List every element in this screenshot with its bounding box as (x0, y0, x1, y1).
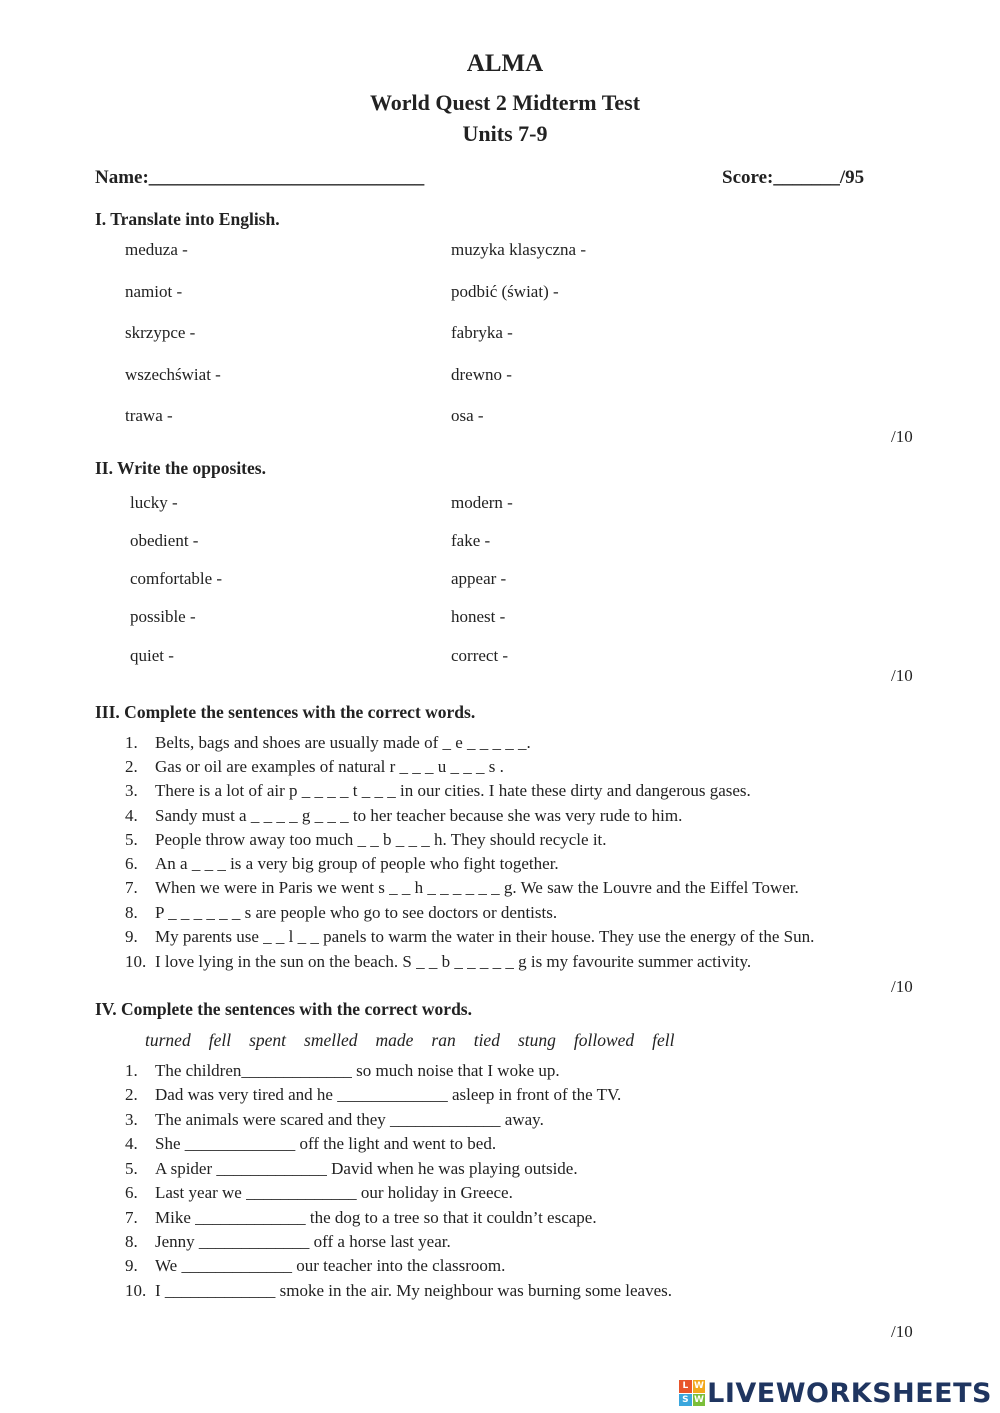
logo-text: LIVEWORKSHEETS (707, 1377, 992, 1409)
section-2-score: /10 (891, 666, 913, 685)
liveworksheets-icon (679, 1380, 705, 1406)
word-bank-item: ran (431, 1030, 456, 1050)
list-item: drewno - (451, 365, 512, 384)
score-field[interactable]: Score:_______/95 (722, 167, 865, 188)
sentence-item: 4. She _____________ off the light and went to bed. (125, 1134, 497, 1153)
list-item: fabryka - (451, 323, 513, 342)
list-item: modern - (451, 493, 513, 512)
section-4-heading: IV. Complete the sentences with the correct words. (95, 999, 472, 1019)
sentence-item: 4. Sandy must a _ _ _ _ g _ _ _ to her teacher because she was very rude to him. (125, 806, 683, 825)
list-item: appear - (451, 569, 507, 588)
section-1-heading: I. Translate into English. (95, 209, 280, 229)
section-1-score: /10 (891, 427, 913, 446)
logo-cell: S (679, 1394, 692, 1407)
sentence-item: 7. When we were in Paris we went s _ _ h _ _ _ _ _ _ g. We saw the Louvre and the Eiffel Tower. (125, 878, 799, 897)
list-item: obedient - (130, 531, 199, 550)
sentence-item: 5. People throw away too much _ _ b _ _ _ h. They should recycle it. (125, 830, 607, 849)
word-bank (145, 1030, 693, 1051)
sentence-item: 9. We _____________ our teacher into the classroom. (125, 1256, 506, 1275)
list-item: muzyka klasyczna - (451, 240, 586, 259)
word-bank-item: tied (473, 1030, 500, 1050)
sentence-item: 1. The children_____________ so much noise that I woke up. (125, 1061, 560, 1080)
test-title: World Quest 2 Midterm Test (369, 90, 641, 115)
logo-cell: L (679, 1380, 692, 1393)
name-field[interactable]: Name:_____________________________ (95, 167, 425, 188)
word-bank-item: stung (517, 1030, 556, 1050)
list-item: fake - (451, 531, 491, 550)
section-3-heading: III. Complete the sentences with the correct words. (95, 702, 476, 722)
word-bank-item: fell (208, 1030, 232, 1050)
sentence-item: 2. Gas or oil are examples of natural r _ _ _ u _ _ _ s . (125, 757, 504, 776)
list-item: wszechświat - (125, 365, 221, 384)
list-item: podbić (świat) - (451, 282, 559, 301)
sentence-item: 10. I love lying in the sun on the beach. S _ _ b _ _ _ _ _ g is my favourite summer activity. (125, 952, 752, 971)
word-bank-item: followed (573, 1030, 635, 1050)
list-item: quiet - (130, 646, 174, 665)
sentence-item: 3. There is a lot of air p _ _ _ _ t _ _ _ in our cities. I hate these dirty and dangerous gases. (125, 781, 751, 800)
logo-cell: W (693, 1381, 704, 1392)
list-item: lucky - (130, 493, 178, 512)
sentence-item: 8. Jenny _____________ off a horse last year. (125, 1232, 451, 1251)
sentence-item: 5. A spider _____________ David when he was playing outside. (125, 1159, 578, 1178)
units-subtitle: Units 7-9 (462, 121, 548, 146)
sentence-item: 6. An a _ _ _ is a very big group of people who fight together. (125, 854, 559, 873)
list-item: honest - (451, 607, 506, 626)
list-item: correct - (451, 646, 509, 665)
sentence-item: 10. I _____________ smoke in the air. My neighbour was burning some leaves. (125, 1281, 673, 1300)
sentence-item: 2. Dad was very tired and he _____________ asleep in front of the TV. (125, 1085, 622, 1104)
section-3-score: /10 (891, 977, 913, 996)
word-bank-item: smelled (304, 1030, 358, 1050)
word-bank-item: turned (145, 1030, 191, 1050)
word-bank-item: fell (652, 1030, 675, 1050)
list-item: possible - (130, 607, 196, 626)
section-4-score: /10 (891, 1322, 913, 1341)
list-item: osa - (451, 406, 484, 425)
list-item: comfortable - (130, 569, 223, 588)
word-bank-item: spent (249, 1030, 287, 1050)
sentence-item: 6. Last year we _____________ our holiday in Greece. (125, 1183, 513, 1202)
sentence-item: 3. The animals were scared and they _____________ away. (125, 1110, 544, 1129)
list-item: trawa - (125, 406, 173, 425)
sentence-item: 7. Mike _____________ the dog to a tree so that it couldn’t escape. (125, 1208, 597, 1227)
section-2-heading: II. Write the opposites. (95, 458, 266, 478)
list-item: meduza - (125, 240, 188, 259)
school-title: ALMA (466, 50, 544, 77)
liveworksheets-logo (679, 1376, 992, 1410)
word-bank-item: made (375, 1030, 414, 1050)
logo-cell: W (693, 1394, 704, 1405)
list-item: namiot - (125, 282, 183, 301)
sentence-item: 9. My parents use _ _ l _ _ panels to warm the water in their house. They use the energy of the Sun. (125, 927, 815, 946)
list-item: skrzypce - (125, 323, 196, 342)
sentence-item: 8. P _ _ _ _ _ _ s are people who go to see doctors or dentists. (125, 903, 558, 922)
sentence-item: 1. Belts, bags and shoes are usually made of _ e _ _ _ _ _. (125, 733, 531, 752)
